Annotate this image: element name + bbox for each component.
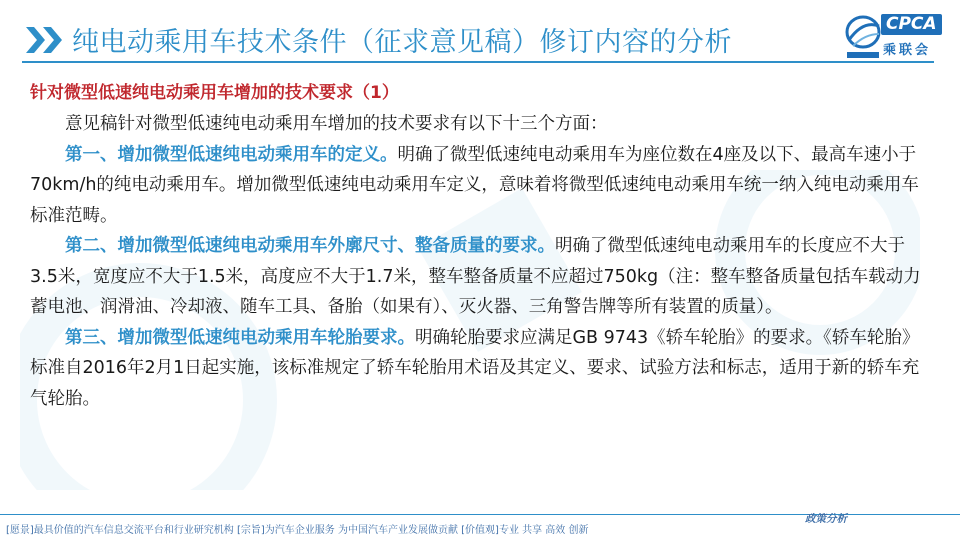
paragraph-1-body: 明确了微型低速纯电动乘用车为座位数在4座及以下、最高车速小于70km/h的纯电动乘用车。增加微型低速纯电动乘用车定义，意味着将微型低速纯电动乘用车统一纳入纯电动乘用车标准范畴。 — [30, 144, 919, 226]
paragraph-3-heading: 第三、增加微型低速纯电动乘用车轮胎要求。 — [65, 327, 415, 348]
footer-mission-text: [愿景]最具价值的汽车信息交流平台和行业研究机构 [宗旨]为汽车企业服务 为中国汽车产业发展做贡献 [价值观]专业 共享 高效 创新 — [6, 525, 589, 536]
logo-cn-text: 乘联会 — [883, 43, 932, 58]
slide-header — [0, 0, 960, 68]
paragraph-3 — [30, 323, 930, 415]
paragraph-2-heading: 第二、增加微型低速纯电动乘用车外廓尺寸、整备质量的要求。 — [65, 236, 555, 256]
page-title: 纯电动乘用车技术条件（征求意见稿）修订内容的分析 — [72, 27, 732, 58]
intro-paragraph: 意见稿针对微型低速纯电动乘用车增加的技术要求有以下十三个方面： — [65, 114, 608, 134]
paragraph-2 — [30, 231, 930, 323]
logo-cpca-text: CPCA — [881, 14, 942, 35]
paragraph-2-body: 明确了微型低速纯电动乘用车的长度应不大于3.5米，宽度应不大于1.5米，高度应不大于1.7米，整车整备质量不应超过750kg（注：整车整备质量包括车载动力蓄电池、润滑油、冷却液、随车工具、备胎（如果有）、灭火器、三角警告牌等所有装置的质量）。 — [30, 236, 921, 317]
cpca-logo — [843, 12, 943, 62]
body-text — [30, 109, 930, 414]
footer-section-tag: 政策分析 — [805, 513, 847, 525]
section-subtitle: 针对微型低速纯电动乘用车增加的技术要求（1） — [30, 83, 399, 103]
paragraph-1 — [30, 140, 930, 232]
logo-emblem-icon — [843, 12, 883, 60]
paragraph-3-body: 明确轮胎要求应满足GB 9743《轿车轮胎》的要求。《轿车轮胎》 标准自2016年2月1日起实施，该标准规定了轿车轮胎用术语及其定义、要求、试验方法和标志，适用于新的轿车充气轮胎。 — [30, 327, 920, 409]
title-underline — [22, 61, 934, 63]
paragraph-1-heading: 第一、增加微型低速纯电动乘用车的定义。 — [65, 144, 398, 165]
double-chevron-icon — [26, 27, 66, 53]
